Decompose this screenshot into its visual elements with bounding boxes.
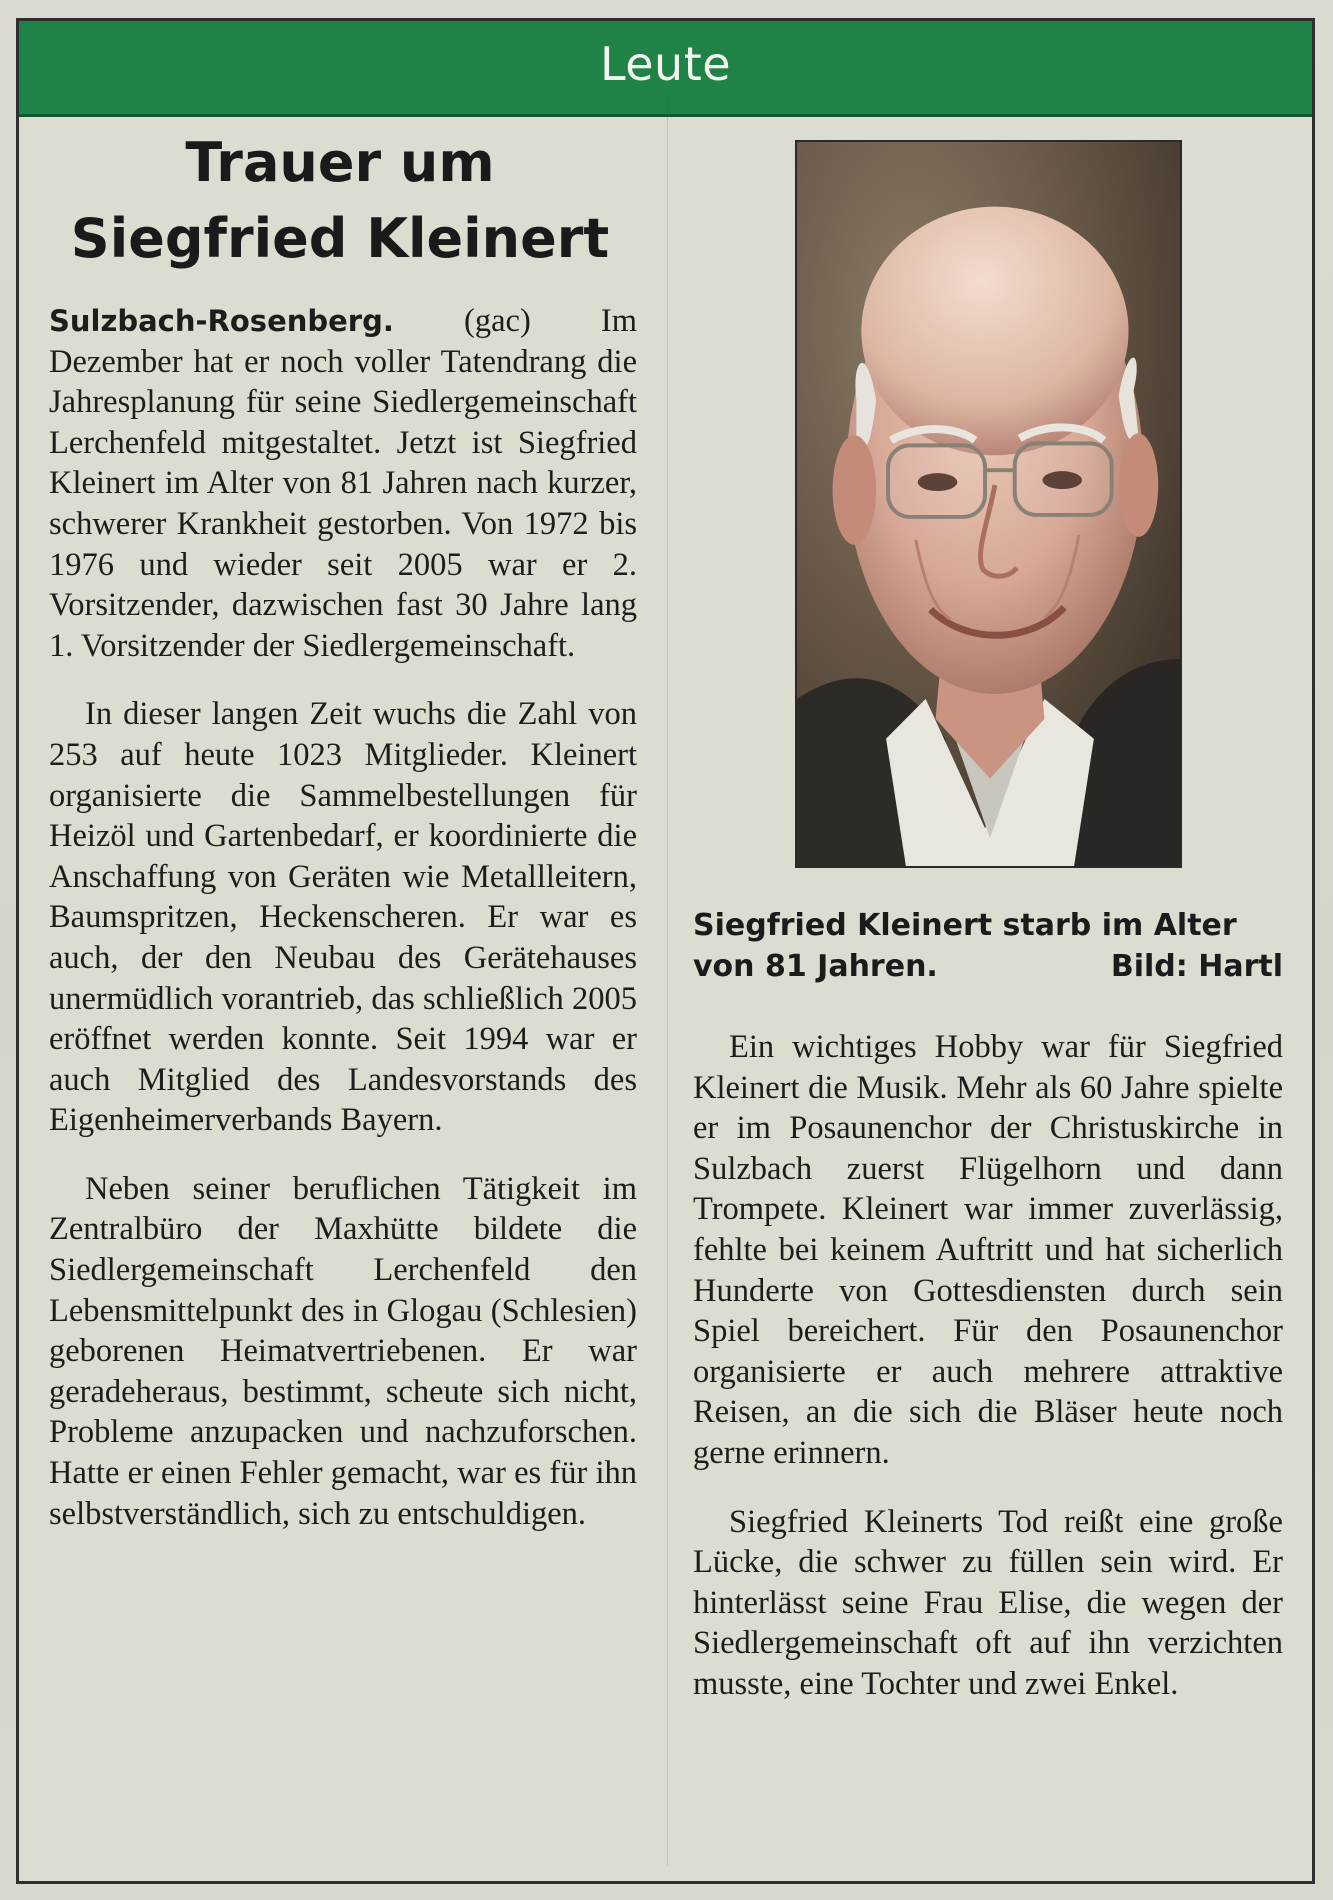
paragraph-1 (49, 301, 637, 666)
photo-credit: Bild: Hartl (1110, 949, 1283, 984)
caption-line-2-row (693, 946, 1283, 987)
paragraph-1-body: (gac) Im Dezember hat er noch voller Tatendrang die Jahresplanung für seine Siedlergemeinschaft Lerchenfeld mitgestaltet. Jetzt ist Siegfried Kleinert im Alter von 81 Jahren nach kurzer, schwerer Krankheit gestorben. Von 1972 bis 1976 und wieder seit 2005 war er 2. Vorsitzender, dazwischen fast 30 Jahre lang 1. Vorsitzender der Siedlergemeinschaft. (49, 303, 637, 664)
caption-line-1: Siegfried Kleinert starb im Alter (693, 908, 1237, 943)
column-divider (667, 96, 668, 1866)
caption-line-2: von 81 Jahren. (693, 949, 938, 984)
section-header-bar (19, 21, 1312, 117)
paragraph-2: In dieser langen Zeit wuchs die Zahl von 253 auf heute 1023 Mitglieder. Kleinert organisierte die Sammelbestellungen für Heizöl und Gartenbedarf, er koordinierte die Anschaffung von Geräten wie Metallleitern, Baumspritzen, Heckenscheren. Er war es auch, der den Neubau des Gerätehauses unermüdlich vorantrieb, das schließlich 2005 eröffnet werden konnte. Seit 1994 war er auch Mitglied des Landesvorstands des Eigenheimerverbands Bayern. (49, 696, 637, 1139)
paragraph-3: Neben seiner beruflichen Tätigkeit im Zentralbüro der Maxhütte bildete die Siedlergemeinschaft Lerchenfeld den Lebensmittelpunkt des in Glogau (Schlesien) geborenen Heimatvertriebenen. Er war geradeheraus, bestimmt, scheute sich nicht, Probleme anzupacken und nachzuforschen. Hatte er einen Fehler gemacht, war es für ihn selbstverständlich, sich zu entschuldigen. (49, 1170, 637, 1532)
article-headline (40, 125, 640, 277)
photo-caption (693, 905, 1283, 987)
portrait-photo (795, 140, 1182, 868)
right-column (693, 1027, 1283, 1705)
paragraph-4: Ein wichtiges Hobby war für Siegfried Kleinert die Musik. Mehr als 60 Jahre spielte er im Posaunenchor der Christuskirche in Sulzbach zuerst Flügelhorn und dann Trompete. Kleinert war immer zuverlässig, fehlte bei keinem Auftritt und hat sicherlich Hunderte von Gottesdiensten durch sein Spiel bereichert. Für den Posaunenchor organisierte er auch mehrere attraktive Reisen, an die sich die Bläser heute noch gerne erinnern. (693, 1029, 1283, 1471)
paragraph-5: Siegfried Kleinerts Tod reißt eine große Lücke, die schwer zu füllen sein wird. Er hinterlässt seine Frau Elise, die wegen der Siedlergemeinschaft oft auf ihn verzichten musste, eine Tochter und zwei Enkel. (693, 1503, 1283, 1702)
dateline: Sulzbach-Rosenberg. (49, 304, 394, 338)
portrait-illustration (797, 142, 1180, 866)
section-title: Leute (599, 36, 732, 91)
headline-line-2: Siegfried Kleinert (70, 207, 610, 270)
left-column (49, 301, 637, 1534)
headline-line-1: Trauer um (185, 131, 495, 194)
